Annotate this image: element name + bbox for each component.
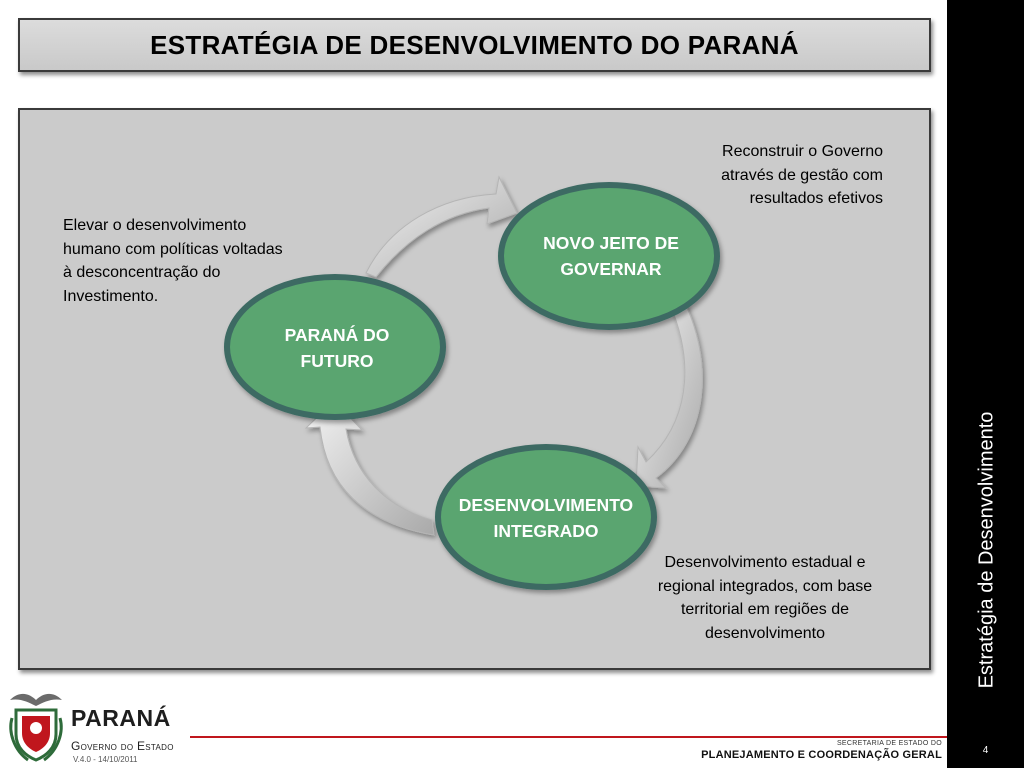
node-governar-line2: GOVERNAR [560, 259, 662, 279]
coat-of-arms-icon [6, 688, 66, 764]
node-integrado-line1: DESENVOLVIMENTO [458, 495, 634, 515]
node-governar-line1: NOVO JEITO DE [543, 233, 679, 253]
note-line: territorial em regiões de [680, 601, 850, 618]
note-line: regional integrados, com base [657, 577, 873, 595]
slide-title: ESTRATÉGIA DE DESENVOLVIMENTO DO PARANÁ [150, 29, 799, 60]
note-line: Reconstruir o Governo [722, 143, 883, 160]
cycle-panel [18, 108, 931, 670]
node-futuro-line2: FUTURO [300, 351, 374, 371]
note-line: Elevar o desenvolvimento [63, 217, 247, 234]
title-box [18, 18, 931, 72]
node-integrado-line2: INTEGRADO [493, 521, 599, 541]
node-parana-do-futuro [217, 306, 457, 390]
cycle-arrow-bottom-left [306, 401, 434, 535]
node-futuro-line1: PARANÁ DO [284, 325, 390, 345]
version-label: V.4.0 - 14/10/2011 [73, 755, 138, 764]
note-line: através de gestão com [721, 166, 883, 184]
department-name: PLANEJAMENTO E COORDENAÇÃO GERAL [701, 749, 942, 761]
brand-subtitle: Governo do Estado [71, 739, 174, 753]
section-title: Estratégia de Desenvolvimento [975, 411, 998, 689]
note-line: à desconcentração do [63, 264, 221, 281]
note-line: Investimento. [63, 287, 159, 305]
page-number: 4 [982, 745, 989, 756]
note-line: resultados efetivos [749, 190, 883, 207]
note-line: desenvolvimento [704, 624, 826, 642]
note-top-right [721, 140, 883, 211]
note-left [63, 214, 283, 308]
node-desenvolvimento-integrado [418, 476, 674, 560]
note-line: humano com políticas voltadas [63, 240, 283, 258]
brand-name: PARANÁ [71, 705, 171, 731]
note-bottom-right [630, 551, 900, 645]
node-novo-jeito-de-governar [491, 214, 731, 298]
note-line: Desenvolvimento estadual e [664, 554, 866, 571]
footer-divider [190, 736, 947, 738]
department-small: SECRETARIA DE ESTADO DO [836, 740, 942, 747]
